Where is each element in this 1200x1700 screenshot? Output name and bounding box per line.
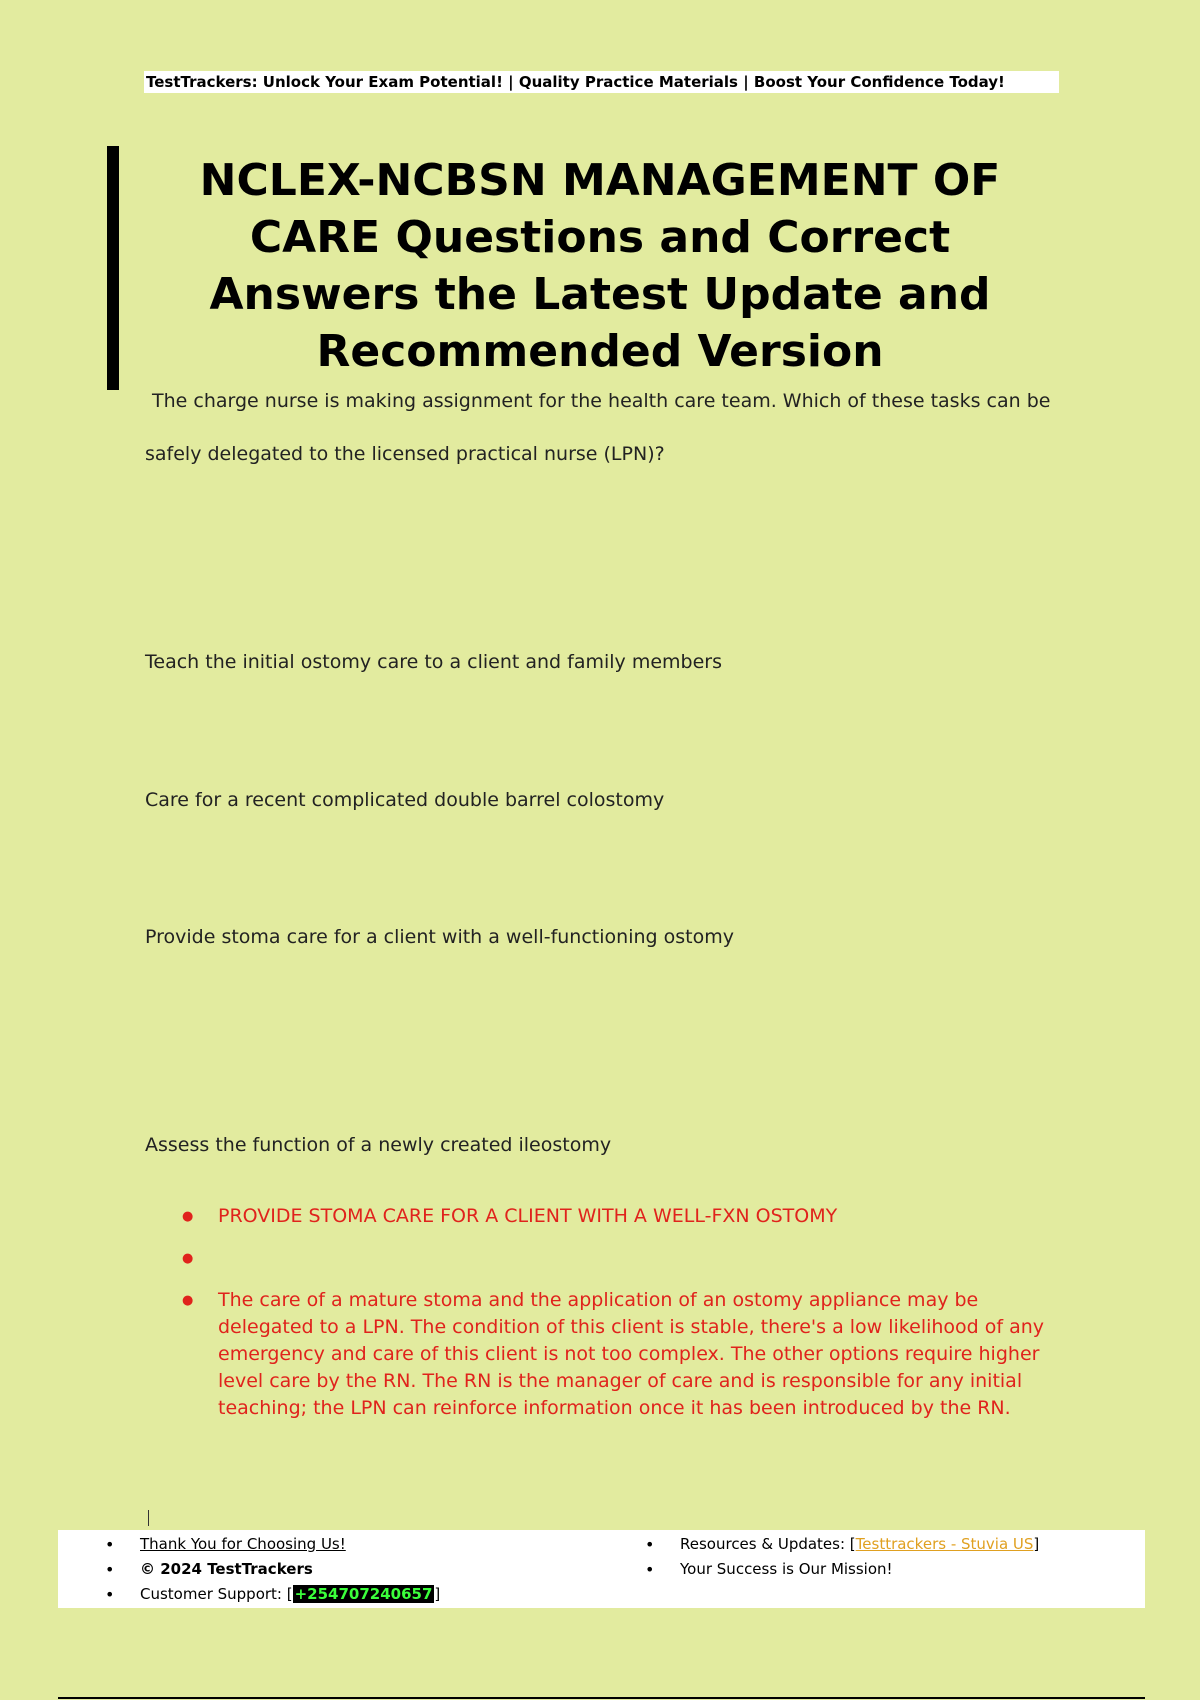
document-title: NCLEX-NCBSN MANAGEMENT OF CARE Questions and Correct Answers the Latest Update and Recommended Version <box>199 155 1001 377</box>
empty-bullet <box>176 1245 1066 1287</box>
question-text-line-1: The charge nurse is making assignment for the health care team. Which of these tasks can be <box>152 390 1051 412</box>
footer-item-mission <box>645 1557 1039 1582</box>
footer-item-resources <box>645 1532 1039 1557</box>
resources-close-bracket: ] <box>1033 1535 1040 1553</box>
resources-label: Resources & Updates: [ <box>680 1535 856 1553</box>
title-accent-bar <box>107 146 119 390</box>
footer-item-support <box>105 1582 440 1607</box>
mission-text: Your Success is Our Mission! <box>680 1560 893 1578</box>
support-close-bracket: ] <box>434 1585 441 1603</box>
answer-option-1: Teach the initial ostomy care to a client and family members <box>145 651 723 673</box>
answer-list <box>176 1203 1066 1422</box>
footer-left-list <box>105 1532 440 1607</box>
answer-rationale: ● The care of a mature stoma and the application of an ostomy appliance may be delegated to a LPN. The condition of this client is stable, there's a low likelihood of any emergency and care of this client is not too complex. The other options require higher level care by the RN. The RN is the manager of care and is responsible for any initial teaching; the LPN can reinforce information once it has been introduced by the RN. <box>176 1287 1066 1422</box>
support-phone[interactable]: +254707240657 <box>294 1585 433 1603</box>
answer-option-4: Assess the function of a newly created ileostomy <box>145 1134 612 1156</box>
text-cursor <box>148 1510 149 1526</box>
footer <box>58 1530 1145 1608</box>
footer-right-list <box>645 1532 1039 1582</box>
footer-item-copyright <box>105 1557 440 1582</box>
thank-you-link[interactable]: Thank You for Choosing Us! <box>140 1535 346 1553</box>
support-label: Customer Support: [ <box>140 1585 293 1603</box>
question-text-line-2: safely delegated to the licensed practical nurse (LPN)? <box>145 443 665 465</box>
copyright-text: © 2024 TestTrackers <box>140 1560 313 1578</box>
header-banner: TestTrackers: Unlock Your Exam Potential! | Quality Practice Materials | Boost Your Confidence Today! <box>144 71 1059 93</box>
answer-option-2: Care for a recent complicated double barrel colostomy <box>145 789 665 811</box>
correct-answer: ● PROVIDE STOMA CARE FOR A CLIENT WITH A WELL-FXN OSTOMY <box>176 1203 1066 1245</box>
answer-option-3: Provide stoma care for a client with a well-functioning ostomy <box>145 926 734 948</box>
bottom-divider <box>58 1697 1145 1699</box>
resources-link[interactable]: Testtrackers - Stuvia US <box>855 1535 1034 1553</box>
footer-item-thanks <box>105 1532 440 1557</box>
